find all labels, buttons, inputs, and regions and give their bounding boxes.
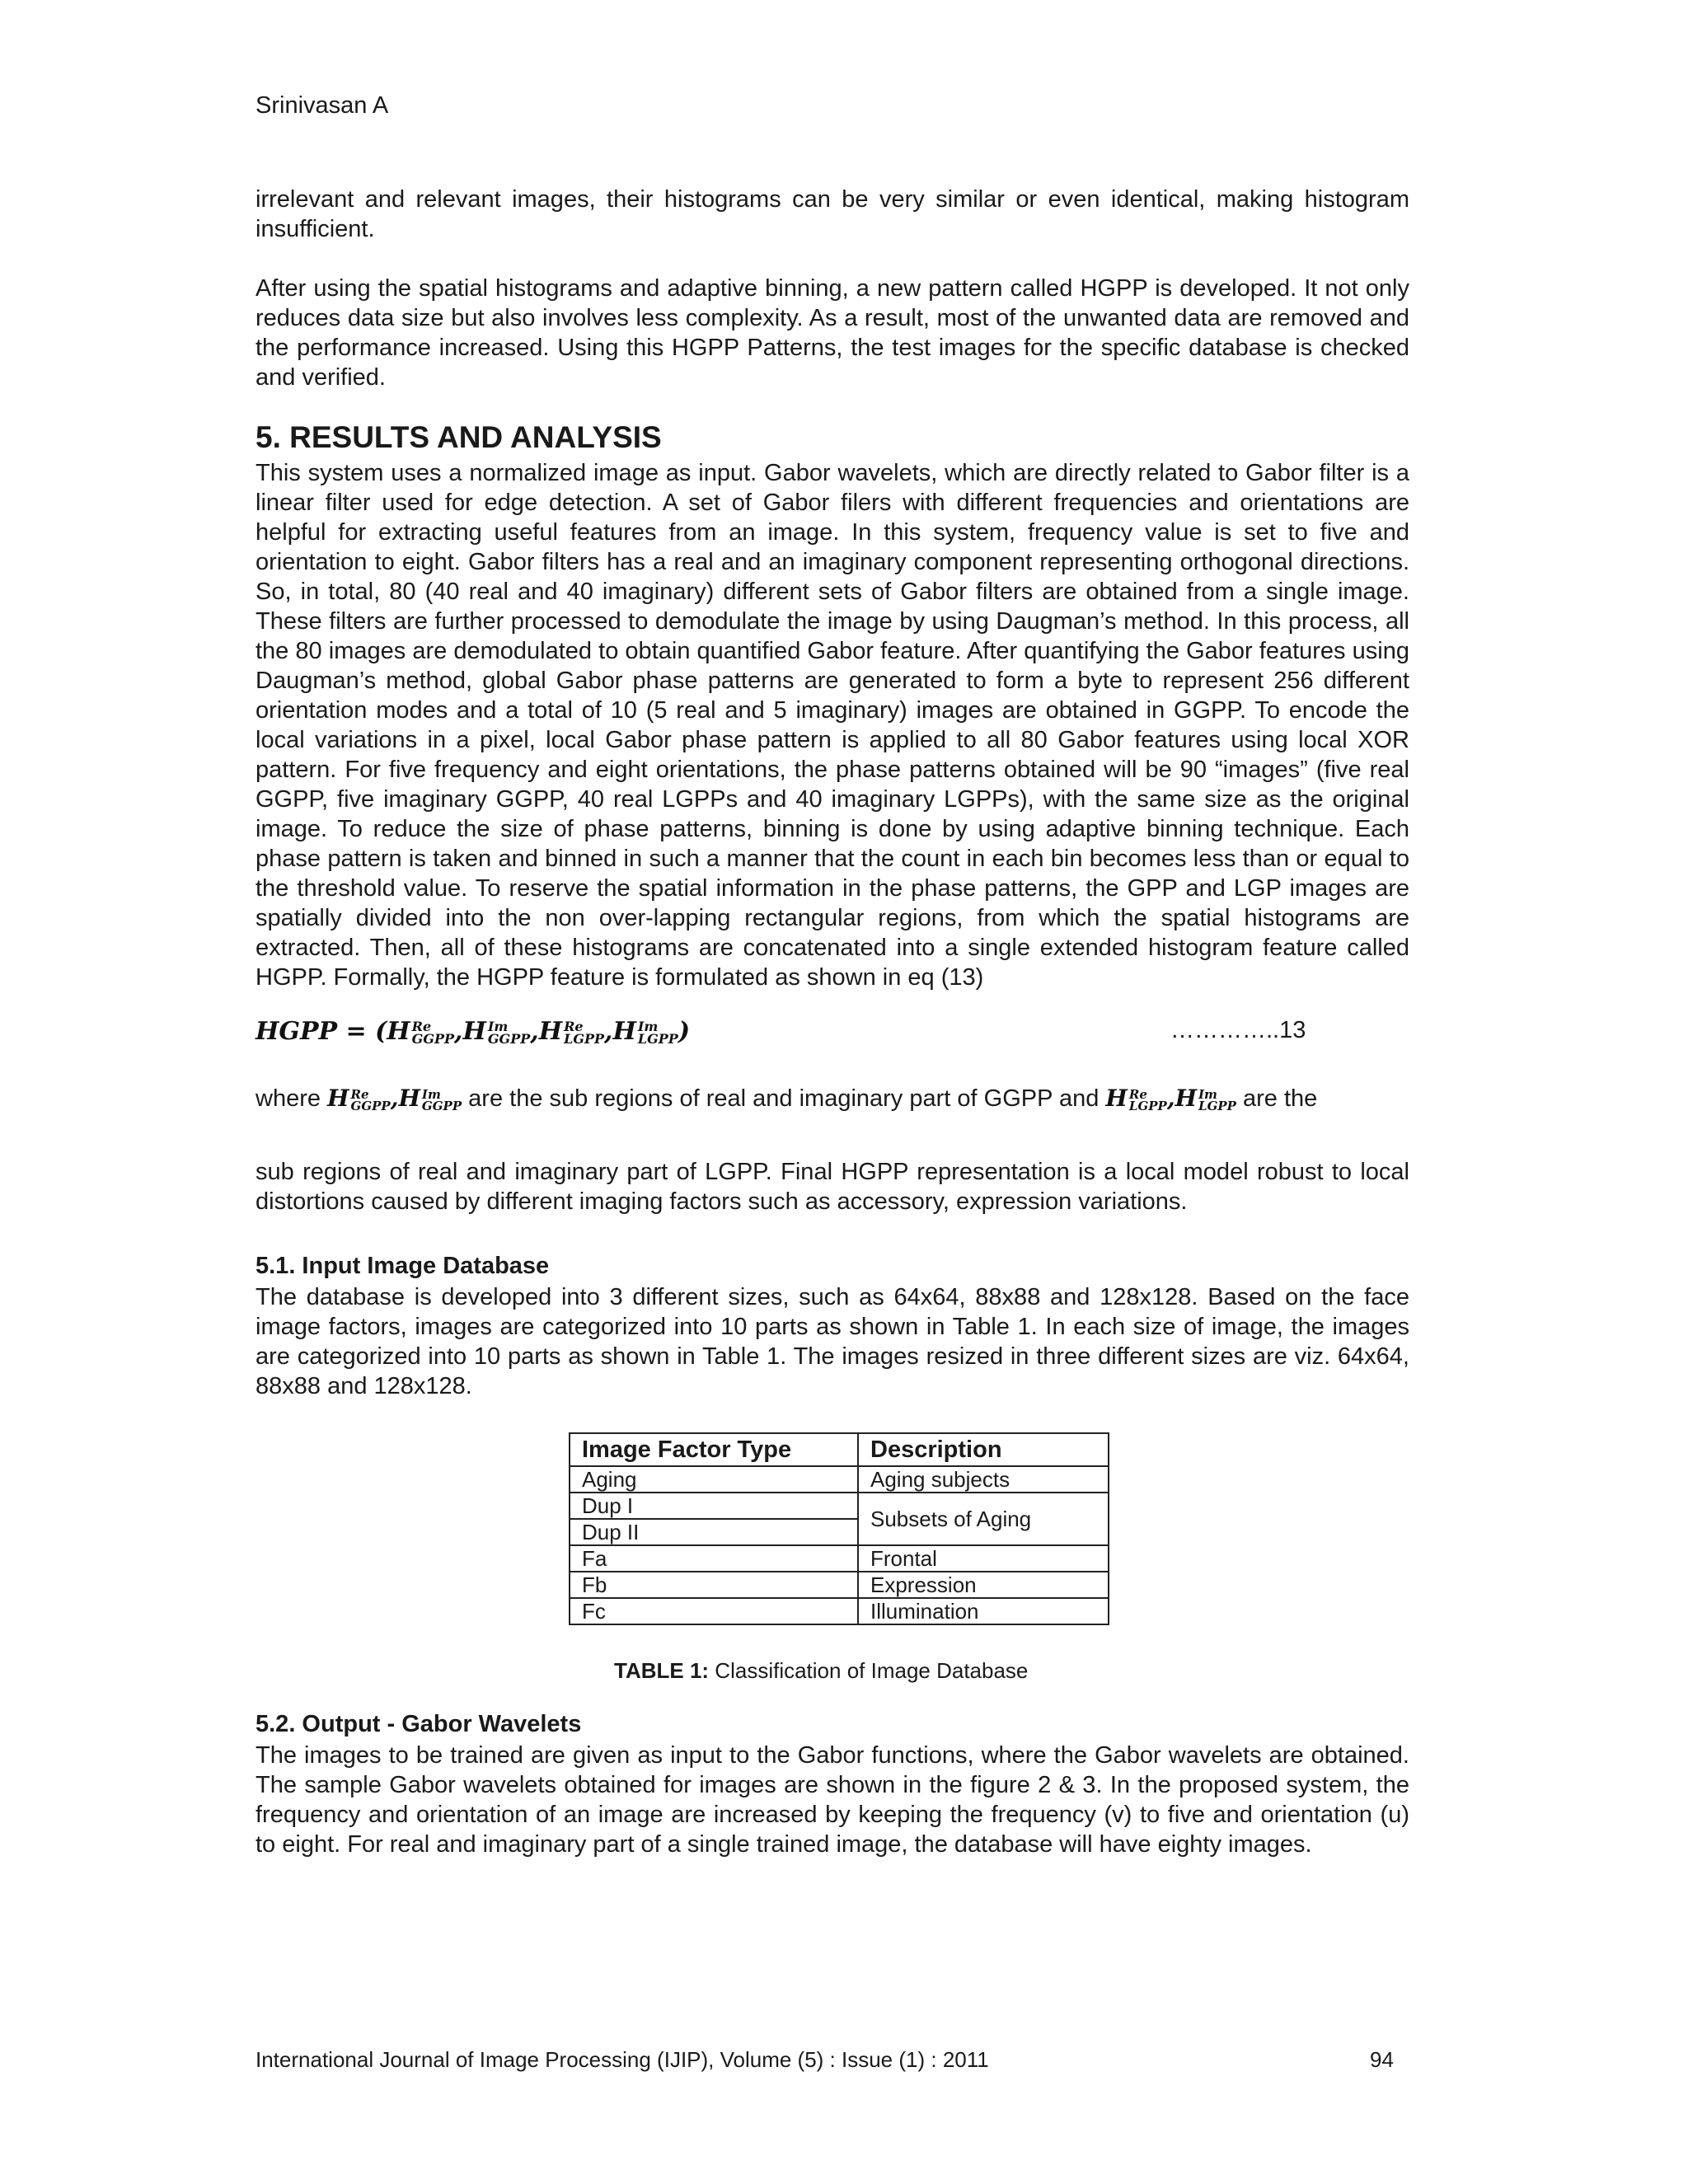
- table-cell: Fc: [570, 1598, 858, 1624]
- where-line: where H Re GGPP ,H Im GGPP are the sub regions of real and imaginary part of GGPP and H Re LGPP ,H Im LGPP are the: [256, 1085, 1318, 1113]
- paragraph-final-hgpp: sub regions of real and imaginary part of LGPP. Final HGPP representation is a local model robust to local distortions caused by different imaging factors such as accessory, expression variations.: [256, 1159, 1409, 1215]
- paragraph-input-db: The database is developed into 3 different sizes, such as 64x64, 88x88 and 128x128. Based on the face image factors, images are categorized into 10 parts as shown in Table 1. In each size of image, the images are categorized into 10 parts as shown in Table 1. The images resized in three different sizes are viz. 64x64, 88x88 and 128x128.: [256, 1284, 1409, 1399]
- paragraph-results: This system uses a normalized image as input. Gabor wavelets, which are directly related to Gabor filter is a linear filter used for edge detection. A set of Gabor filers with different frequencies and orientations are helpful for extracting useful features from an image. In this system, frequency value is set to five and orientation to eight. Gabor filters has a real and an imaginary component representing orthogonal directions. So, in total, 80 (40 real and 40 imaginary) different sets of Gabor filters are obtained from a single image. These filters are further processed to demodulate the image by using Daugman’s method. In this process, all the 80 images are demodulated to obtain quantified Gabor feature. After quantifying the Gabor features using Daugman’s method, global Gabor phase patterns are generated to form a byte to represent 256 different orientation modes and a total of 10 (5 real and 5 imaginary) images are obtained in GGPP. To encode the local variations in a pixel, local Gabor phase pattern is applied to all 80 Gabor features using local XOR pattern. For five frequency and eight orientations, the phase patterns obtained will be 90 “images” (five real GGPP, five imaginary GGPP, 40 real LGPPs and 40 imaginary LGPPs), with the same size as the original image. To reduce the size of phase patterns, binning is done by using adaptive binning technique. Each phase pattern is taken and binned in such a manner that the count in each bin becomes less than or equal to the threshold value. To reserve the spatial information in the phase patterns, the GPP and LGP images are spatially divided into the non over-lapping rectangular regions, from which the spatial histograms are extracted. Then, all of these histograms are concatenated into a single extended histogram feature called HGPP. Formally, the HGPP feature is formulated as shown in eq (13): [256, 460, 1409, 991]
- table-row: [570, 1545, 1109, 1572]
- subsection-heading-input: 5.1. Input Image Database: [256, 1253, 550, 1279]
- table-cell: Dup I: [570, 1493, 858, 1519]
- journal-footer: International Journal of Image Processing (IJIP), Volume (5) : Issue (1) : 2011: [256, 2047, 989, 2072]
- table-header-row: [570, 1433, 1109, 1466]
- inline-math-ggpp: H Re GGPP ,H Im GGPP: [327, 1085, 462, 1113]
- eq-lhs: HGPP = (H: [256, 1017, 410, 1046]
- paragraph-output: The images to be trained are given as input to the Gabor functions, where the Gabor wavelets are obtained. The sample Gabor wavelets obtained for images are shown in the figure 2 & 3. In the proposed system, the frequency and orientation of an image are increased by keeping the frequency (v) to five and orientation (u) to eight. For real and imaginary part of a single trained image, the database will have eighty images.: [256, 1742, 1409, 1858]
- table-cell: Fb: [570, 1572, 858, 1598]
- table-header-cell: Description: [858, 1433, 1109, 1466]
- paragraph-intro: irrelevant and relevant images, their histograms can be very similar or even identical, making histogram insufficient.: [256, 186, 1409, 242]
- table-row: [570, 1466, 1109, 1493]
- table-cell: Frontal: [858, 1545, 1109, 1572]
- image-factor-table: [569, 1432, 1109, 1625]
- table-row: [570, 1572, 1109, 1598]
- paragraph-hgpp: After using the spatial histograms and adaptive binning, a new pattern called HGPP is developed. It not only reduces data size but also involves less complexity. As a result, most of the unwanted data are removed and the performance increased. Using this HGPP Patterns, the test images for the specific database is checked and verified.: [256, 275, 1409, 391]
- page-number: 94: [1370, 2047, 1394, 2072]
- section-heading-results: 5. RESULTS AND ANALYSIS: [256, 420, 662, 454]
- inline-math-lgpp: H Re LGPP ,H Im LGPP: [1105, 1085, 1236, 1113]
- table-caption: TABLE 1: Classification of Image Database: [614, 1658, 1029, 1683]
- table-row: [570, 1598, 1109, 1624]
- equation-number: …………..13: [1170, 1017, 1306, 1043]
- subsection-heading-output: 5.2. Output - Gabor Wavelets: [256, 1711, 582, 1737]
- table-cell: Aging subjects: [858, 1466, 1109, 1493]
- equation-13: HGPP = (H Re GGPP ,H Im GGPP ,H Re LGPP ,H Im LGPP ): [256, 1017, 691, 1047]
- table-cell: Illumination: [858, 1598, 1109, 1624]
- table-header-cell: Image Factor Type: [570, 1433, 858, 1466]
- table-cell: Aging: [570, 1466, 858, 1493]
- table-row: [570, 1493, 1109, 1519]
- table-cell: Expression: [858, 1572, 1109, 1598]
- table-cell: Dup II: [570, 1519, 858, 1545]
- table-cell: Subsets of Aging: [858, 1493, 1109, 1545]
- table-cell: Fa: [570, 1545, 858, 1572]
- running-header: Srinivasan A: [256, 92, 389, 119]
